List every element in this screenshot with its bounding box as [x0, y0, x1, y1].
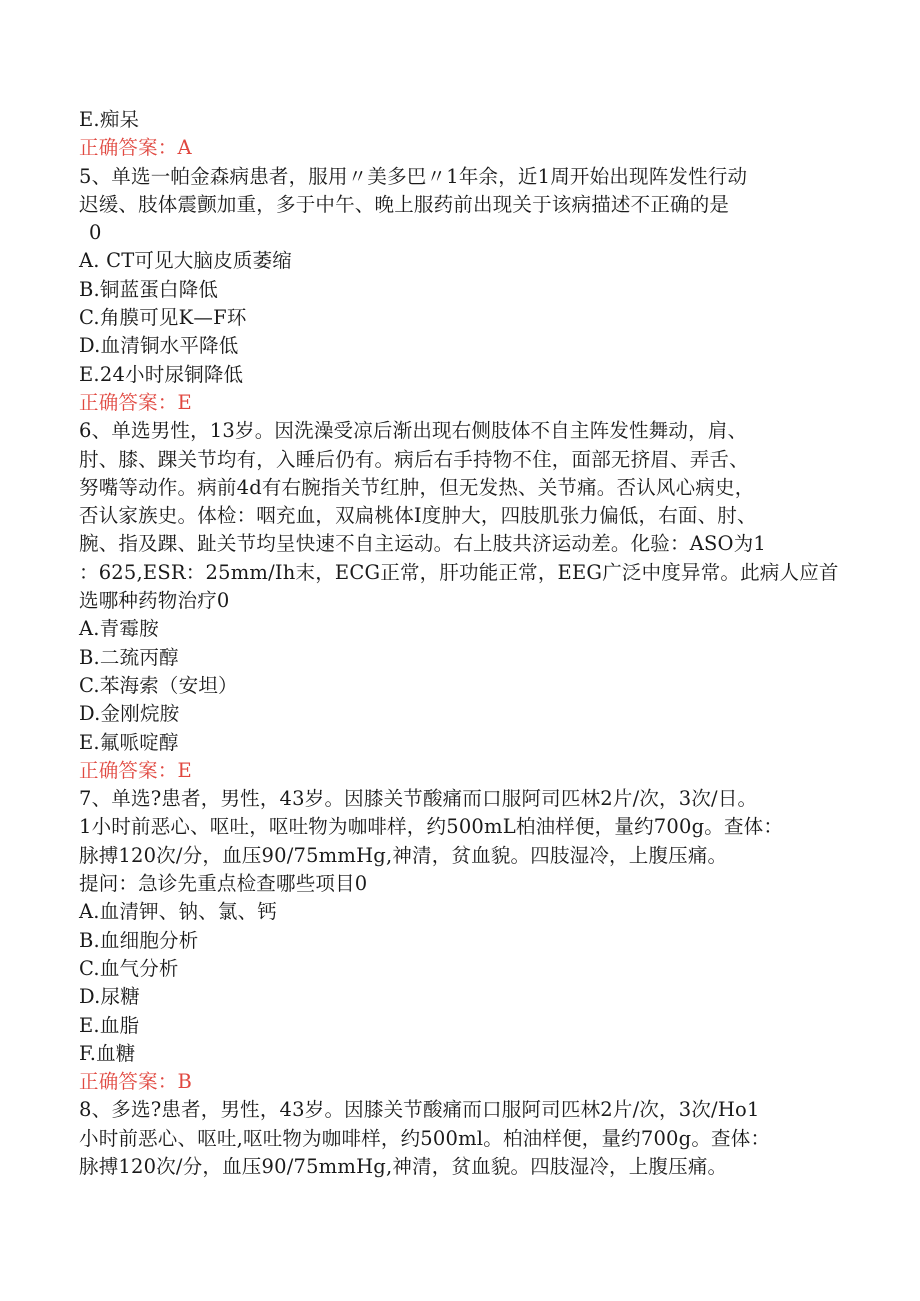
q6-option-e: E.氟哌啶醇: [79, 730, 179, 754]
q5-option-c: C.角膜可见K—F环: [79, 306, 247, 330]
q7-answer: 正确答案：B: [79, 1070, 193, 1094]
q4-option-e: E.痴呆: [79, 108, 140, 131]
q7-option-c: C.血气分析: [79, 956, 179, 980]
q5-option-e: E.24小时尿铜降低: [79, 362, 244, 386]
q5-stem-line: 0: [89, 221, 102, 245]
q6-answer: 正确答案：E: [79, 758, 192, 782]
q6-option-d: D.金刚烷胺: [79, 702, 180, 726]
q7-stem-line: 7、单选?患者，男性，43岁。因膝关节酸痛而口服阿司匹林2片/次，3次/日。: [79, 787, 758, 811]
q7-stem-line: 脉搏120次/分，血压90/75mmHg,神清，贫血貌。四肢湿冷，上腹压痛。: [79, 843, 728, 867]
q6-stem-line: 6、单选男性，13岁。因洗澡受凉后渐出现右侧肢体不自主阵发性舞动，肩、: [79, 419, 748, 443]
q7-stem-line: 提问：急诊先重点检查哪些项目0: [79, 872, 368, 896]
q6-stem-line: 选哪种药物治疗0: [79, 589, 230, 613]
q5-option-a: A. CT可见大脑皮质萎缩: [79, 249, 293, 273]
q5-option-b: B.铜蓝蛋白降低: [79, 277, 219, 301]
q4-answer: 正确答案：A: [79, 136, 192, 160]
document-page: [79, 106, 839, 1181]
q7-option-b: B.血细胞分析: [79, 928, 199, 952]
q5-stem-line: 迟缓、肢体震颤加重，多于中午、晚上服药前出现关于该病描述不正确的是: [79, 192, 730, 216]
q7-option-f: F.血糖: [79, 1041, 136, 1065]
q8-stem-line: 脉搏120次/分，血压90/75mmHg,神清，贫血貌。四肢湿冷，上腹压痛。: [79, 1154, 728, 1178]
q5-stem-line: 5、单选一帕金森病患者，服用〃美多巴〃1年余，近1周开始出现阵发性行动: [79, 164, 748, 188]
q7-option-e: E.血脂: [79, 1013, 140, 1037]
q6-stem-line: 努嘴等动作。病前4d有右腕指关节红肿，但无发热、关节痛。否认风心病史，: [79, 475, 755, 499]
q6-stem-line: ：625,ESR：25mm/Ih末，ECG正常，肝功能正常，EEG广泛中度异常。此病人应首: [79, 560, 839, 584]
q6-option-a: A.青霉胺: [79, 617, 159, 641]
q6-stem-line: 肘、膝、踝关节均有，入睡后仍有。病后右手持物不住，面部无挤眉、弄舌、: [79, 447, 749, 471]
q8-stem-line: 8、多选?患者，男性，43岁。因膝关节酸痛而口服阿司匹林2片/次，3次/Ho1: [79, 1098, 760, 1122]
q6-option-c: C.苯海索（安坦）: [79, 673, 238, 697]
q6-stem-line: 否认家族史。体检：咽充血，双扁桃体I度肿大，四肢肌张力偏低，右面、肘、: [79, 504, 757, 528]
q6-stem-line: 腕、指及踝、趾关节均呈快速不自主运动。右上肢共济运动差。化验：ASO为1: [79, 532, 767, 556]
q7-option-a: A.血清钾、钠、氯、钙: [79, 900, 277, 924]
q6-option-b: B.二巯丙醇: [79, 645, 179, 669]
q8-stem-line: 小时前恶心、呕吐,呕吐物为咖啡样，约500ml。柏油样便，量约700g。查体：: [79, 1126, 771, 1150]
q7-stem-line: 1小时前恶心、呕吐，呕吐物为咖啡样，约500mL柏油样便，量约700g。查体：: [79, 815, 784, 839]
q7-option-d: D.尿糖: [79, 985, 140, 1009]
q5-option-d: D.血清铜水平降低: [79, 334, 239, 358]
q5-answer: 正确答案：E: [79, 390, 192, 414]
